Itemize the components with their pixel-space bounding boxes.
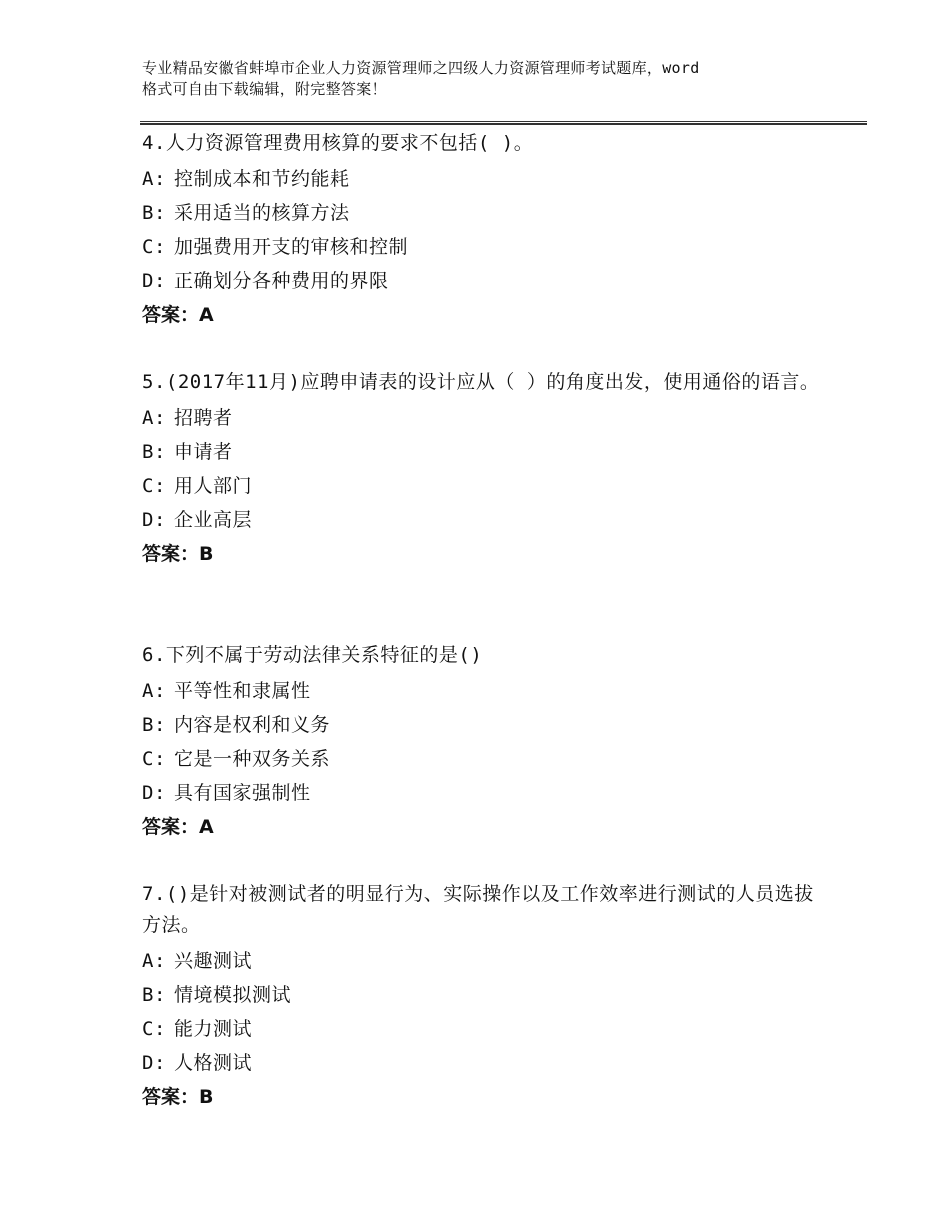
option-c [142,742,822,776]
option-text: 正确划分各种费用的界限 [174,270,389,292]
question-7 [142,879,822,1114]
option-key: C: [142,236,166,258]
option-text: 人格测试 [174,1052,253,1074]
option-c [142,230,822,264]
option-text: 具有国家强制性 [174,782,311,804]
option-key: B: [142,984,166,1006]
option-text: 情境模拟测试 [174,984,292,1006]
header-divider [140,121,867,125]
question-4 [142,128,822,332]
option-text: 能力测试 [174,1018,253,1040]
option-a [142,162,822,196]
option-key: C: [142,475,166,497]
option-text: 它是一种双务关系 [174,748,331,770]
option-key: D: [142,782,166,804]
question-text: 7.()是针对被测试者的明显行为、实际操作以及工作效率进行测试的人员选拔方法。 [142,883,814,936]
option-d [142,503,822,537]
option-text: 控制成本和节约能耗 [174,168,350,190]
option-key: A: [142,168,166,190]
question-text: 4.人力资源管理费用核算的要求不包括( )。 [142,132,534,154]
option-text: 平等性和隶属性 [174,680,311,702]
option-key: A: [142,950,166,972]
question-text: 6.下列不属于劳动法律关系特征的是() [142,644,483,666]
option-text: 申请者 [174,441,233,463]
option-b [142,708,822,742]
option-c [142,469,822,503]
option-b [142,435,822,469]
option-text: 招聘者 [174,407,233,429]
option-d [142,264,822,298]
header-line-2: 格式可自由下载编辑，附完整答案！ [142,80,387,98]
option-text: 用人部门 [174,475,253,497]
option-key: B: [142,202,166,224]
answer: 答案：A [142,816,214,838]
answer: 答案：B [142,1086,214,1108]
question-5 [142,367,822,571]
answer: 答案：B [142,543,214,565]
option-b [142,978,822,1012]
option-key: B: [142,441,166,463]
option-a [142,674,822,708]
option-a [142,401,822,435]
question-6 [142,640,822,844]
option-key: D: [142,1052,166,1074]
option-key: D: [142,270,166,292]
option-d [142,1046,822,1080]
option-text: 内容是权利和义务 [174,714,331,736]
option-key: A: [142,407,166,429]
option-text: 采用适当的核算方法 [174,202,350,224]
option-d [142,776,822,810]
document-header [142,58,842,100]
option-text: 企业高层 [174,509,253,531]
option-key: A: [142,680,166,702]
option-text: 加强费用开支的审核和控制 [174,236,409,258]
option-key: B: [142,714,166,736]
option-key: C: [142,748,166,770]
option-key: C: [142,1018,166,1040]
option-text: 兴趣测试 [174,950,253,972]
header-line-1: 专业精品安徽省蚌埠市企业人力资源管理师之四级人力资源管理师考试题库，word [142,59,700,77]
answer: 答案：A [142,304,214,326]
question-text: 5.(2017年11月)应聘申请表的设计应从（ ）的角度出发，使用通俗的语言。 [142,371,820,393]
option-c [142,1012,822,1046]
option-b [142,196,822,230]
option-a [142,944,822,978]
option-key: D: [142,509,166,531]
